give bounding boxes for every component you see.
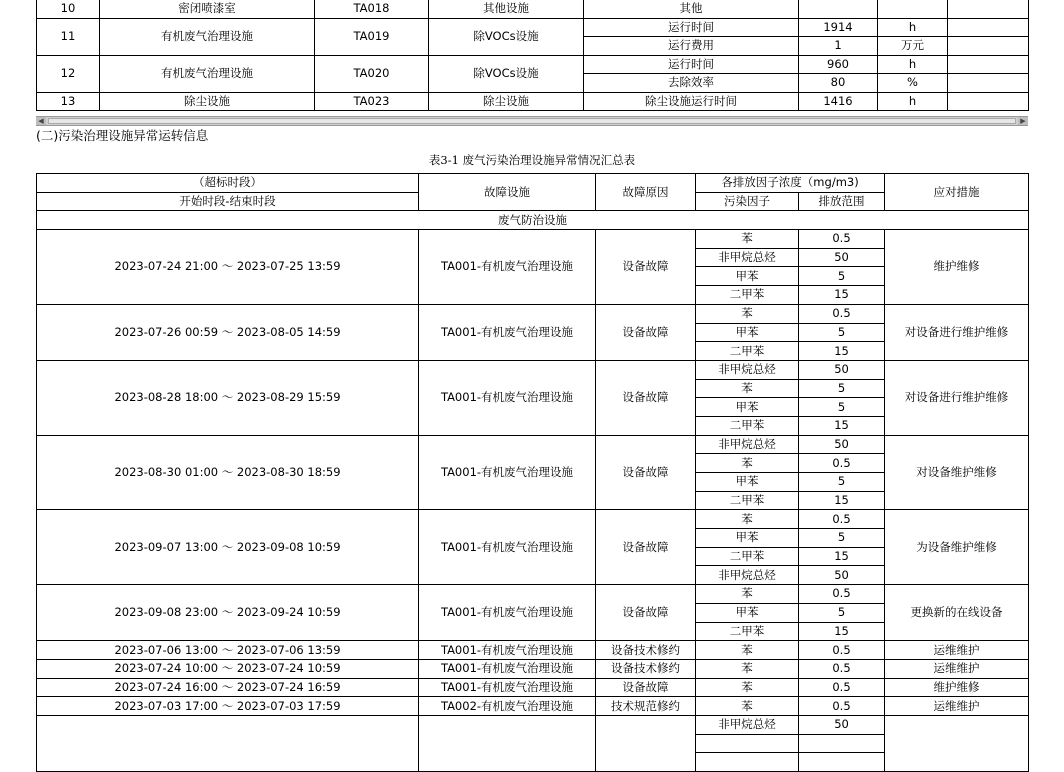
facility-type: 除尘设施: [429, 92, 584, 111]
pollutant-cell: 苯: [696, 678, 799, 697]
pollutant-cell: 非甲烷总烃: [696, 715, 799, 734]
pollutant-cell: 苯: [696, 379, 799, 398]
facility-name: 密闭喷漆室: [100, 0, 315, 18]
facility-cell: TA001-有机废气治理设施: [419, 360, 596, 435]
parameter-unit: h: [878, 18, 948, 37]
table-row: [37, 230, 1029, 249]
pollutant-cell: 二甲苯: [696, 416, 799, 435]
pollutant-cell: 非甲烷总烃: [696, 360, 799, 379]
pollutant-cell: 甲苯: [696, 267, 799, 286]
table-row: [37, 0, 1029, 18]
period-cell: 2023-08-30 01:00 ～ 2023-08-30 18:59: [37, 435, 419, 510]
reason-cell: [596, 715, 696, 771]
pollutant-cell: 苯: [696, 697, 799, 716]
table-row: [37, 435, 1029, 454]
pollutant-cell: [696, 753, 799, 772]
pollutant-cell: 甲苯: [696, 603, 799, 622]
row-number: 13: [37, 92, 100, 111]
scroll-left-icon[interactable]: ◀: [36, 117, 46, 125]
header-range: 排放范围: [799, 192, 885, 211]
header-concentration: 各排放因子浓度（mg/m3): [696, 174, 885, 193]
range-cell: 0.5: [799, 510, 885, 529]
pollutant-cell: 甲苯: [696, 529, 799, 548]
empty-cell: [948, 55, 1029, 74]
range-cell: 5: [799, 473, 885, 492]
measures-cell: 更换新的在线设备: [885, 585, 1029, 641]
range-cell: 5: [799, 603, 885, 622]
header-measures: 应对措施: [885, 174, 1029, 211]
facility-name: 除尘设施: [100, 92, 315, 111]
parameter-unit: %: [878, 74, 948, 93]
measures-cell: 对设备维护维修: [885, 435, 1029, 510]
range-cell: 5: [799, 267, 885, 286]
table-row: [37, 18, 1029, 37]
scrollbar-thumb[interactable]: [48, 118, 1016, 124]
parameter-value: 1: [799, 37, 878, 56]
header-pollutant: 污染因子: [696, 192, 799, 211]
header-facility: 故障设施: [419, 174, 596, 211]
parameter-unit: h: [878, 55, 948, 74]
measures-cell: 对设备进行维护维修: [885, 360, 1029, 435]
period-cell: 2023-07-24 10:00 ～ 2023-07-24 10:59: [37, 659, 419, 678]
facility-cell: [419, 715, 596, 771]
measures-cell: 维护维修: [885, 230, 1029, 305]
parameter-value: [799, 0, 878, 18]
facility-code: TA018: [315, 0, 429, 18]
table-row: [37, 641, 1029, 660]
range-cell: 50: [799, 435, 885, 454]
period-cell: 2023-09-07 13:00 ～ 2023-09-08 10:59: [37, 510, 419, 585]
row-number: 11: [37, 18, 100, 55]
reason-cell: 设备技术修约: [596, 641, 696, 660]
facility-code: TA019: [315, 18, 429, 55]
section-heading: (二)污染治理设施异常运转信息: [36, 128, 209, 143]
range-cell: 15: [799, 416, 885, 435]
table-row: [37, 360, 1029, 379]
table-row: [37, 715, 1029, 734]
period-cell: 2023-07-06 13:00 ～ 2023-07-06 13:59: [37, 641, 419, 660]
range-cell: 0.5: [799, 304, 885, 323]
range-cell: 0.5: [799, 678, 885, 697]
table-row: [37, 510, 1029, 529]
parameter-name: 去除效率: [584, 74, 799, 93]
reason-cell: 设备故障: [596, 510, 696, 585]
facility-cell: TA001-有机废气治理设施: [419, 435, 596, 510]
reason-cell: 设备故障: [596, 230, 696, 305]
table-row: [37, 92, 1029, 111]
period-cell: 2023-07-24 16:00 ～ 2023-07-24 16:59: [37, 678, 419, 697]
range-cell: 5: [799, 379, 885, 398]
pollutant-cell: 苯: [696, 510, 799, 529]
facility-table: [36, 0, 1029, 111]
measures-cell: 运维维护: [885, 641, 1029, 660]
range-cell: 15: [799, 622, 885, 641]
pollutant-cell: 二甲苯: [696, 622, 799, 641]
range-cell: 0.5: [799, 454, 885, 473]
period-cell: [37, 715, 419, 771]
header-period-bottom: 开始时段-结束时段: [37, 192, 419, 211]
range-cell: 50: [799, 566, 885, 585]
facility-cell: TA001-有机废气治理设施: [419, 510, 596, 585]
header-reason: 故障原因: [596, 174, 696, 211]
facility-cell: TA001-有机废气治理设施: [419, 659, 596, 678]
range-cell: 5: [799, 529, 885, 548]
table-caption: 表3-1 废气污染治理设施异常情况汇总表: [428, 153, 636, 167]
range-cell: 50: [799, 360, 885, 379]
facility-cell: TA001-有机废气治理设施: [419, 585, 596, 641]
period-cell: 2023-07-26 00:59 ～ 2023-08-05 14:59: [37, 304, 419, 360]
pollutant-cell: 二甲苯: [696, 547, 799, 566]
period-cell: 2023-07-03 17:00 ～ 2023-07-03 17:59: [37, 697, 419, 716]
facility-type: 除VOCs设施: [429, 55, 584, 92]
pollutant-cell: 苯: [696, 454, 799, 473]
pollutant-cell: 苯: [696, 641, 799, 660]
reason-cell: 设备故障: [596, 360, 696, 435]
range-cell: 15: [799, 547, 885, 566]
range-cell: 50: [799, 248, 885, 267]
range-cell: 0.5: [799, 659, 885, 678]
pollutant-cell: 苯: [696, 585, 799, 604]
facility-name: 有机废气治理设施: [100, 18, 315, 55]
parameter-value: 960: [799, 55, 878, 74]
table-row: [37, 304, 1029, 323]
facility-cell: TA001-有机废气治理设施: [419, 641, 596, 660]
pollutant-cell: 非甲烷总烃: [696, 435, 799, 454]
parameter-name: 其他: [584, 0, 799, 18]
anomaly-table: [36, 173, 1029, 772]
row-number: 10: [37, 0, 100, 18]
range-cell: 0.5: [799, 697, 885, 716]
facility-type: 除VOCs设施: [429, 18, 584, 55]
empty-cell: [948, 18, 1029, 37]
measures-cell: [885, 715, 1029, 771]
pollutant-cell: 甲苯: [696, 323, 799, 342]
pollutant-cell: 苯: [696, 659, 799, 678]
range-cell: [799, 753, 885, 772]
reason-cell: 设备技术修约: [596, 659, 696, 678]
range-cell: 50: [799, 715, 885, 734]
pollutant-cell: 二甲苯: [696, 286, 799, 305]
measures-cell: 为设备维护维修: [885, 510, 1029, 585]
table-row: [37, 55, 1029, 74]
table-row: [37, 585, 1029, 604]
parameter-value: 1914: [799, 18, 878, 37]
pollutant-cell: 二甲苯: [696, 491, 799, 510]
period-cell: 2023-08-28 18:00 ～ 2023-08-29 15:59: [37, 360, 419, 435]
horizontal-scrollbar[interactable]: [36, 116, 1028, 126]
facility-code: TA020: [315, 55, 429, 92]
range-cell: 0.5: [799, 230, 885, 249]
parameter-name: 运行费用: [584, 37, 799, 56]
facility-code: TA023: [315, 92, 429, 111]
range-cell: 15: [799, 491, 885, 510]
facility-cell: TA001-有机废气治理设施: [419, 230, 596, 305]
row-number: 12: [37, 55, 100, 92]
parameter-unit: 万元: [878, 37, 948, 56]
parameter-name: 运行时间: [584, 18, 799, 37]
range-cell: 0.5: [799, 641, 885, 660]
pollutant-cell: 甲苯: [696, 398, 799, 417]
measures-cell: 维护维修: [885, 678, 1029, 697]
parameter-value: 80: [799, 74, 878, 93]
facility-name: 有机废气治理设施: [100, 55, 315, 92]
table-row: [37, 659, 1029, 678]
range-cell: 0.5: [799, 585, 885, 604]
range-cell: 15: [799, 342, 885, 361]
pollutant-cell: 非甲烷总烃: [696, 248, 799, 267]
period-cell: 2023-09-08 23:00 ～ 2023-09-24 10:59: [37, 585, 419, 641]
table-row: [37, 697, 1029, 716]
range-cell: 15: [799, 286, 885, 305]
parameter-unit: h: [878, 92, 948, 111]
parameter-unit: [878, 0, 948, 18]
reason-cell: 设备故障: [596, 304, 696, 360]
group-label: 废气防治设施: [37, 211, 1029, 230]
reason-cell: 技术规范修约: [596, 697, 696, 716]
pollutant-cell: 苯: [696, 304, 799, 323]
pollutant-cell: 非甲烷总烃: [696, 566, 799, 585]
range-cell: 5: [799, 323, 885, 342]
empty-cell: [948, 74, 1029, 93]
reason-cell: 设备故障: [596, 435, 696, 510]
pollutant-cell: 甲苯: [696, 473, 799, 492]
range-cell: [799, 734, 885, 753]
facility-cell: TA002-有机废气治理设施: [419, 697, 596, 716]
measures-cell: 运维维护: [885, 697, 1029, 716]
parameter-value: 1416: [799, 92, 878, 111]
range-cell: 5: [799, 398, 885, 417]
empty-cell: [948, 92, 1029, 111]
facility-cell: TA001-有机废气治理设施: [419, 304, 596, 360]
pollutant-cell: 二甲苯: [696, 342, 799, 361]
period-cell: 2023-07-24 21:00 ～ 2023-07-25 13:59: [37, 230, 419, 305]
empty-cell: [948, 0, 1029, 18]
header-period-top: （超标时段）: [37, 174, 419, 193]
facility-type: 其他设施: [429, 0, 584, 18]
parameter-name: 除尘设施运行时间: [584, 92, 799, 111]
measures-cell: 对设备进行维护维修: [885, 304, 1029, 360]
reason-cell: 设备故障: [596, 678, 696, 697]
parameter-name: 运行时间: [584, 55, 799, 74]
pollutant-cell: [696, 734, 799, 753]
scroll-right-icon[interactable]: ▶: [1018, 117, 1028, 125]
empty-cell: [948, 37, 1029, 56]
measures-cell: 运维维护: [885, 659, 1029, 678]
facility-cell: TA001-有机废气治理设施: [419, 678, 596, 697]
table-row: [37, 678, 1029, 697]
pollutant-cell: 苯: [696, 230, 799, 249]
reason-cell: 设备故障: [596, 585, 696, 641]
